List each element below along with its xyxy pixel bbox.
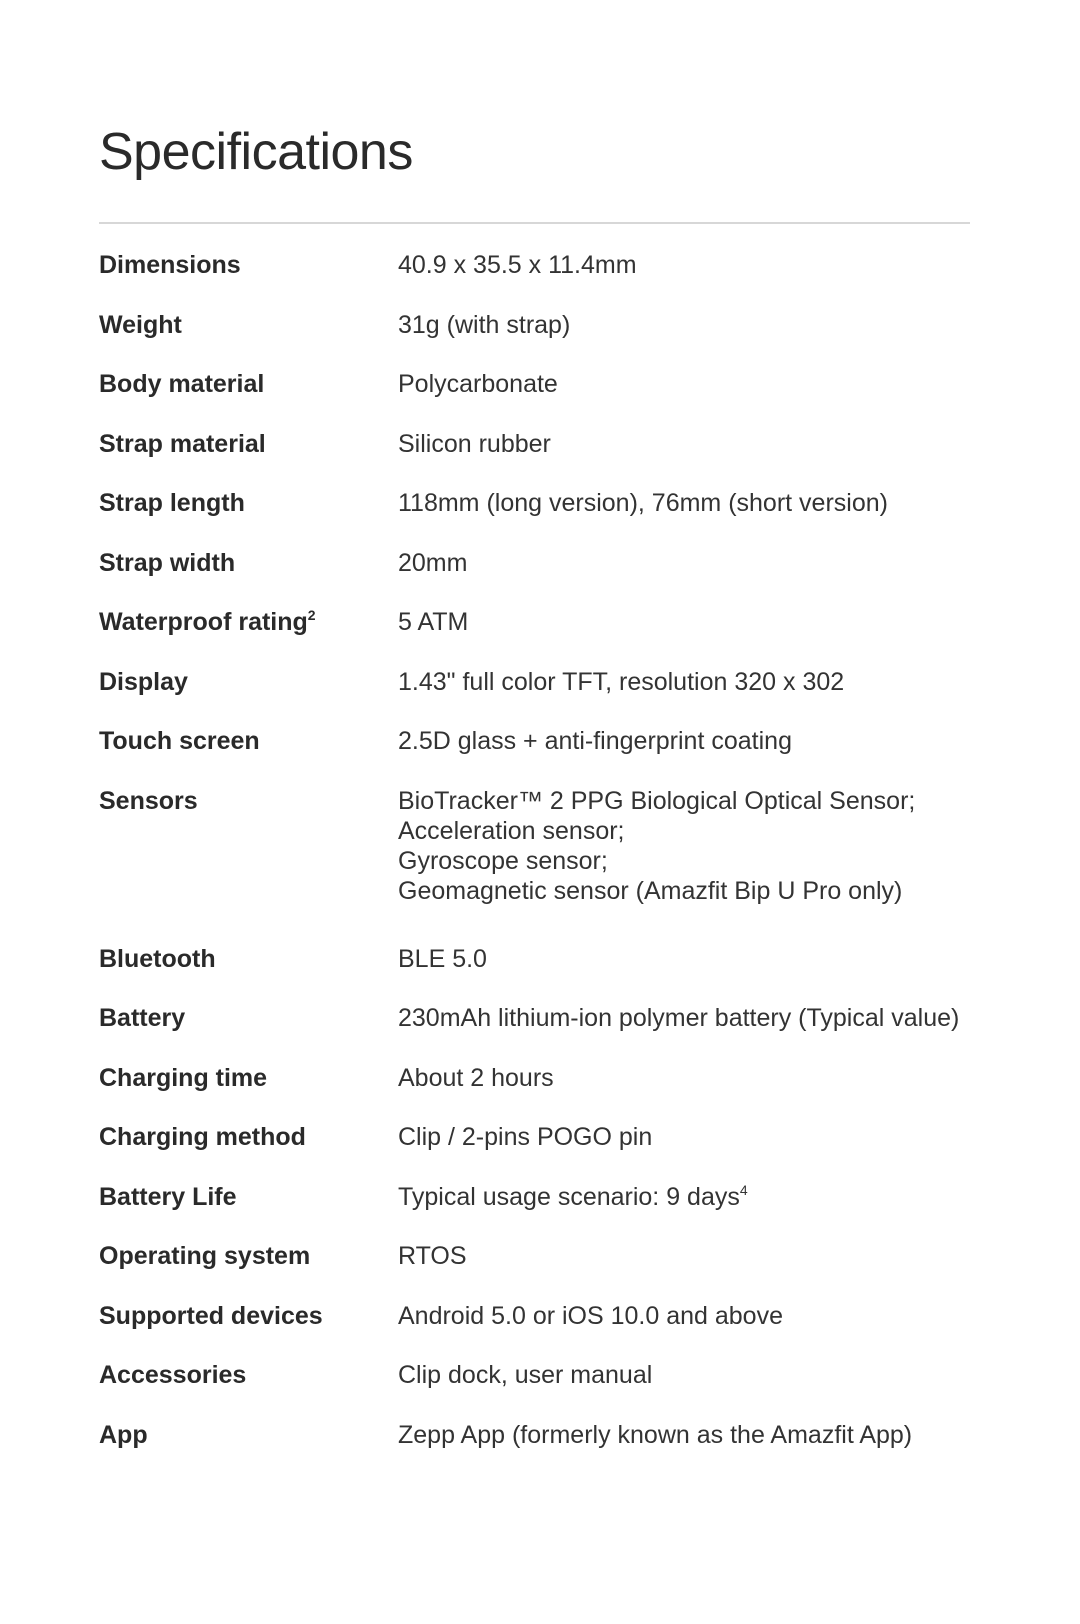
sensor-line: Acceleration sensor;: [398, 816, 625, 845]
spec-value: 2.5D glass + anti-fingerprint coating: [398, 727, 792, 755]
spec-row-body-material: [99, 369, 1039, 429]
spec-value: Clip dock, user manual: [398, 1361, 653, 1389]
spec-value: Clip / 2-pins POGO pin: [398, 1123, 653, 1151]
spec-row-waterproof-rating: [99, 607, 1039, 667]
spec-row-dimensions: [99, 250, 1039, 310]
sensor-line: Gyroscope sensor;: [398, 846, 608, 875]
spec-row-battery: [99, 1003, 1039, 1063]
spec-row-supported-devices: [99, 1301, 1039, 1361]
spec-label: Battery Life: [99, 1182, 237, 1211]
spec-label: Dimensions: [99, 251, 241, 279]
spec-label: Accessories: [99, 1361, 247, 1389]
spec-label: Strap width: [99, 548, 236, 577]
title-divider: [99, 222, 970, 224]
spec-value: 118mm (long version), 76mm (short version): [398, 489, 888, 517]
spec-label: [99, 607, 398, 637]
spec-value: [398, 1182, 1039, 1212]
spec-label: Battery: [99, 1004, 186, 1032]
spec-label: Charging time: [99, 1063, 268, 1092]
spec-row-battery-life: [99, 1182, 1039, 1242]
spec-row-app: [99, 1420, 1039, 1480]
spec-label: Touch screen: [99, 727, 260, 755]
spec-label: Strap material: [99, 429, 266, 458]
page-title: Specifications: [99, 123, 413, 181]
footnote-marker: 2: [307, 607, 316, 623]
spec-row-touch-screen: [99, 726, 1039, 786]
spec-value: 31g (with strap): [398, 310, 571, 339]
spec-value: Silicon rubber: [398, 429, 551, 458]
sensor-line: BioTracker™ 2 PPG Biological Optical Sensor;: [398, 786, 916, 815]
spec-label: Charging method: [99, 1123, 306, 1151]
spec-row-strap-material: [99, 429, 1039, 489]
spec-label: Operating system: [99, 1242, 311, 1270]
spec-row-charging-time: [99, 1063, 1039, 1123]
spec-label: App: [99, 1420, 148, 1449]
spec-label: Supported devices: [99, 1301, 323, 1330]
spec-label-text: Waterproof rating: [99, 608, 308, 636]
spec-value: BLE 5.0: [398, 944, 487, 973]
spec-value: 230mAh lithium-ion polymer battery (Typical value): [398, 1004, 960, 1032]
spec-value: Zepp App (formerly known as the Amazfit App): [398, 1420, 913, 1449]
spec-row-accessories: [99, 1360, 1039, 1420]
spec-value: Android 5.0 or iOS 10.0 and above: [398, 1301, 783, 1330]
spec-row-weight: [99, 310, 1039, 370]
spec-row-strap-length: [99, 488, 1039, 548]
spec-value: 1.43" full color TFT, resolution 320 x 302: [398, 667, 845, 696]
spec-label: Weight: [99, 310, 182, 339]
spec-row-operating-system: [99, 1241, 1039, 1301]
spec-row-display: [99, 667, 1039, 727]
spec-value: 40.9 x 35.5 x 11.4mm: [398, 251, 637, 279]
spec-label: Display: [99, 667, 188, 696]
spec-value: About 2 hours: [398, 1063, 554, 1092]
spec-label: Bluetooth: [99, 944, 216, 973]
spec-value: RTOS: [398, 1242, 467, 1270]
spec-value: 20mm: [398, 548, 468, 577]
spec-label: Body material: [99, 370, 265, 398]
spec-row-charging-method: [99, 1122, 1039, 1182]
spec-value: Polycarbonate: [398, 370, 558, 398]
spec-table: [99, 250, 1039, 1479]
spec-row-bluetooth: [99, 944, 1039, 1004]
sensor-line: Geomagnetic sensor (Amazfit Bip U Pro only): [398, 876, 903, 905]
spec-row-sensors: [99, 786, 1039, 944]
footnote-marker: 4: [739, 1181, 748, 1198]
spec-value: 5 ATM: [398, 608, 469, 636]
spec-label: Strap length: [99, 489, 245, 517]
spec-value: [398, 786, 1039, 906]
spec-row-strap-width: [99, 548, 1039, 608]
spec-value-text: Typical usage scenario: 9 days: [398, 1182, 740, 1211]
spec-label: Sensors: [99, 786, 198, 815]
